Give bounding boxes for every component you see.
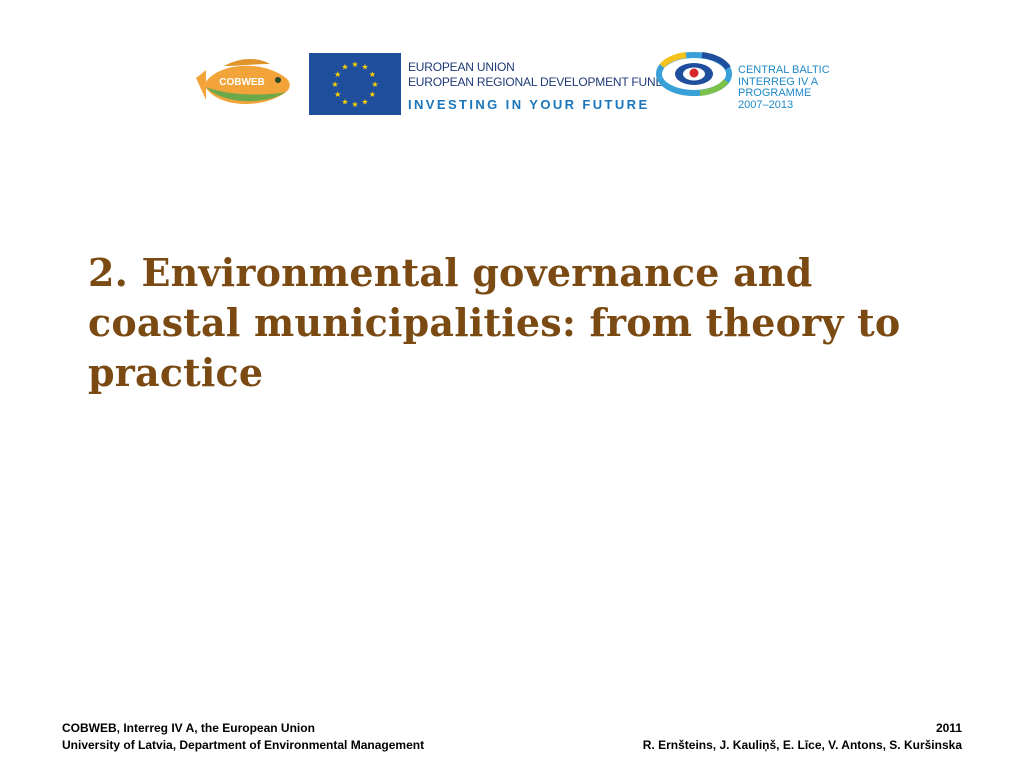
footer-left bbox=[62, 720, 424, 754]
svg-text:★: ★ bbox=[368, 70, 376, 79]
slide-title: 2. Environmental governance and coastal municipalities: from theory to practice bbox=[88, 250, 901, 395]
svg-text:★: ★ bbox=[351, 60, 359, 69]
footer-year: 2011 bbox=[935, 721, 962, 735]
cb-line-4: 2007–2013 bbox=[738, 98, 794, 111]
cb-line-1: CENTRAL BALTIC bbox=[738, 64, 830, 76]
cb-line-2: INTERREG IV A bbox=[738, 75, 819, 88]
svg-text:★: ★ bbox=[334, 90, 342, 99]
svg-text:★: ★ bbox=[331, 80, 339, 89]
footer-project: COBWEB, Interreg IV A, the European Union bbox=[62, 721, 315, 735]
eu-fund-text bbox=[408, 60, 664, 112]
eu-name: EUROPEAN UNION bbox=[408, 60, 515, 74]
footer-right bbox=[643, 720, 962, 754]
footer-institution: University of Latvia, Department of Environmental Management bbox=[62, 738, 425, 752]
eu-slogan: INVESTING IN YOUR FUTURE bbox=[408, 97, 650, 112]
eu-flag-icon bbox=[309, 53, 401, 115]
svg-text:★: ★ bbox=[341, 97, 349, 107]
logo-bar bbox=[190, 48, 840, 120]
footer-authors: R. Ernšteins, J. Kauliņš, E. Līce, V. Antons, S. Kuršinska bbox=[642, 738, 962, 752]
cb-line-3: PROGRAMME bbox=[738, 87, 812, 99]
svg-text:★: ★ bbox=[371, 80, 379, 89]
svg-text:★: ★ bbox=[361, 62, 369, 72]
cobweb-logo bbox=[192, 54, 292, 114]
central-baltic-logo bbox=[656, 52, 732, 96]
svg-text:★: ★ bbox=[351, 100, 359, 109]
svg-text:★: ★ bbox=[361, 97, 369, 107]
cobweb-logo-label: COBWEB bbox=[219, 77, 265, 88]
svg-text:★: ★ bbox=[341, 62, 349, 72]
central-baltic-text bbox=[738, 65, 830, 111]
svg-text:★: ★ bbox=[334, 70, 342, 79]
svg-text:★: ★ bbox=[368, 90, 376, 99]
eu-fund-name: EUROPEAN REGIONAL DEVELOPMENT FUND bbox=[408, 75, 664, 89]
